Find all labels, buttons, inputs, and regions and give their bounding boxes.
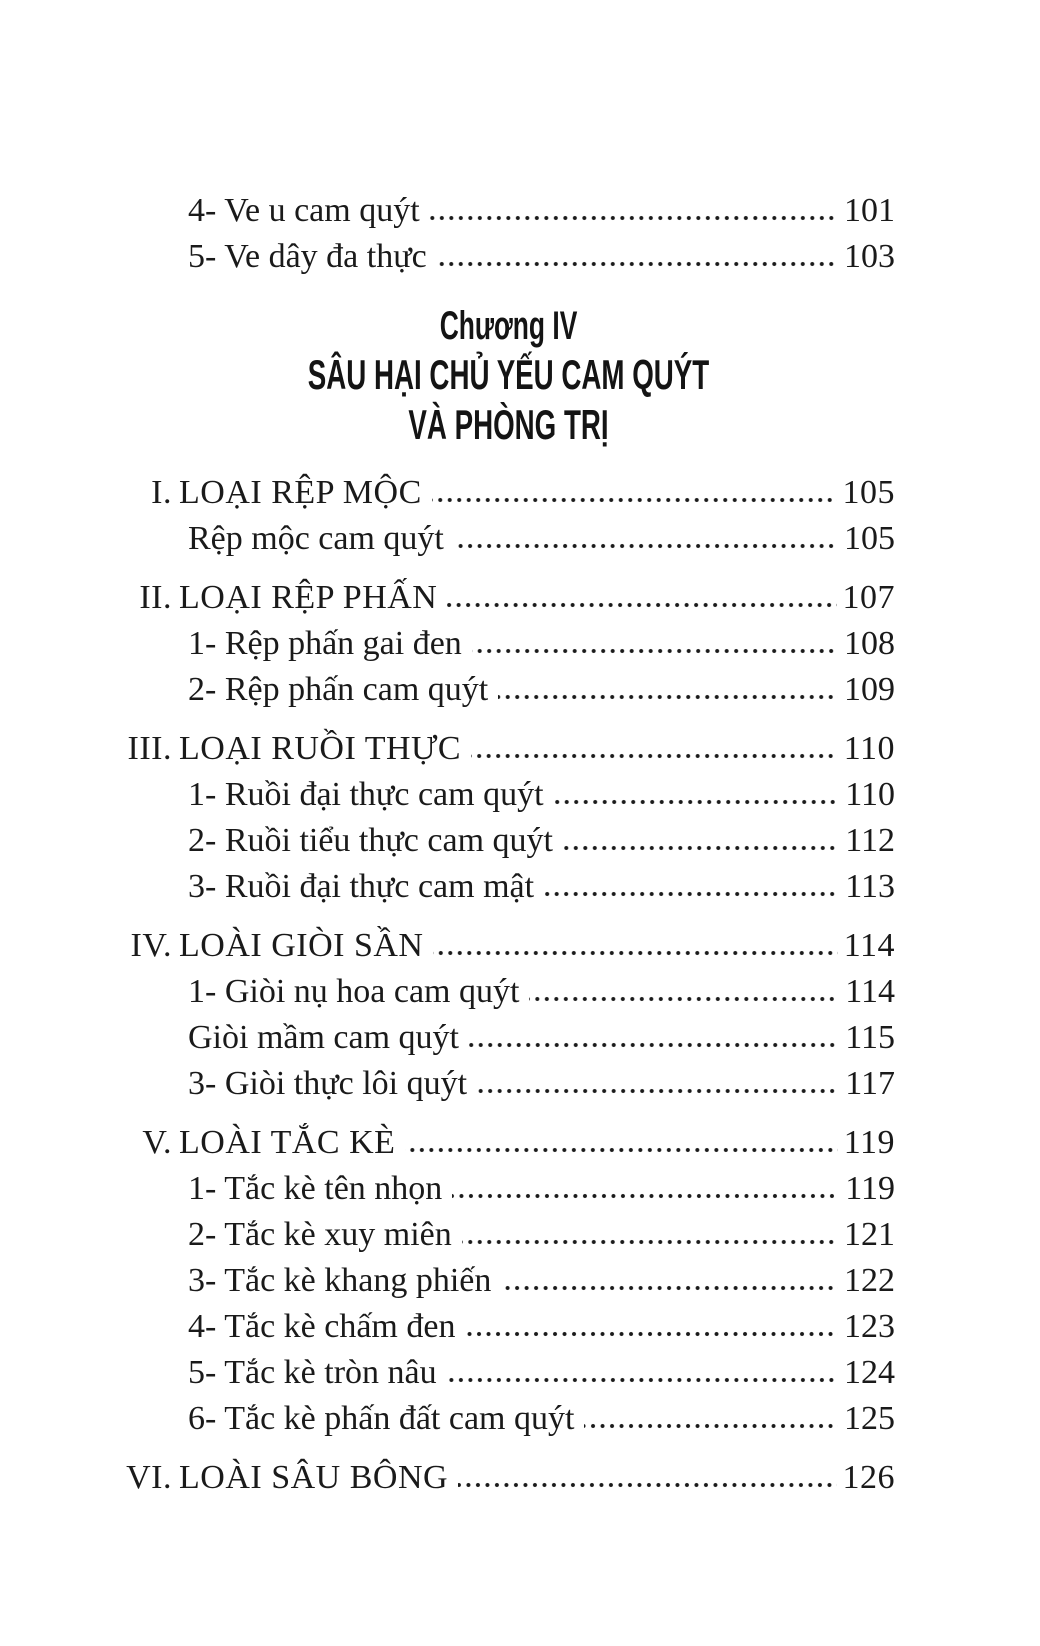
page-number: 107 [842,579,895,616]
dot-leader [529,996,839,1002]
toc-entry-label: 4- Ve u cam quýt [188,192,420,229]
dot-leader [433,950,837,956]
toc-list [122,470,895,1501]
page-number: 114 [843,927,895,964]
page-number: 101 [844,192,895,229]
toc-entry-label: 6- Tắc kè phấn đất cam quýt [188,1400,575,1437]
toc-entry-row [122,772,895,818]
dot-leader [458,1482,836,1488]
toc-entry-label: 1- Ruồi đại thực cam quýt [188,776,544,813]
toc-entry-row [122,1061,895,1107]
toc-entry-row [122,818,895,864]
dot-leader [462,1239,838,1245]
chapter-title-line1 [122,350,895,400]
page-number: 121 [844,1216,895,1253]
toc-section-row [122,923,895,969]
section-numeral: I. [151,474,172,511]
toc-entry-label: 2- Ruồi tiểu thực cam quýt [188,822,553,859]
page-number: 110 [843,730,895,767]
toc-entry-label: 2- Rệp phấn cam quýt [188,671,489,708]
page-number: 113 [845,868,895,905]
page-number: 105 [844,520,895,557]
toc-section-row [122,575,895,621]
dot-leader [477,1088,839,1094]
page-number: 125 [844,1400,895,1437]
toc-section-row [122,726,895,772]
page-number: 105 [842,474,895,511]
section-numeral: VI. [126,1459,172,1496]
chapter-title-line2 [122,400,895,450]
page-number: 112 [845,822,895,859]
toc-entry-row [122,864,895,910]
toc-entry-label: LOÀI GIÒI SẦN [179,927,424,964]
dot-leader [454,543,838,549]
toc-section-row [122,1120,895,1166]
dot-leader [447,1377,838,1383]
dot-leader [430,215,838,221]
dot-leader [437,261,838,267]
dot-leader [501,1285,838,1291]
toc-entry-label: 5- Tắc kè tròn nâu [188,1354,437,1391]
toc-entry-label: 3- Tắc kè khang phiến [188,1262,492,1299]
toc-entry-label: Rệp mộc cam quýt [188,520,444,557]
dot-leader [469,1042,839,1048]
page-number: 117 [845,1065,895,1102]
toc-entry-label: 1- Rệp phấn gai đen [188,625,462,662]
dot-leader [447,602,836,608]
toc-entry-row [122,1212,895,1258]
toc-content [122,188,895,1501]
dot-leader [472,648,838,654]
chapter-title-line2-text: VÀ PHÒNG TRỊ [408,401,609,448]
toc-entry-row [122,1166,895,1212]
toc-entry-label: LOÀI TẮC KÈ [179,1124,396,1161]
toc-entry-row [122,1350,895,1396]
toc-entry-label: 5- Ve dây đa thực [188,238,427,275]
toc-section-row [122,1455,895,1501]
page-number: 110 [845,776,895,813]
toc-entry-row [122,1304,895,1350]
page-number: 103 [844,238,895,275]
page-number: 109 [844,671,895,708]
page-number: 108 [844,625,895,662]
toc-entry-label: 4- Tắc kè chấm đen [188,1308,456,1345]
toc-entry-row [122,969,895,1015]
chapter-kicker [122,302,895,350]
toc-entry-row [122,667,895,713]
page-number: 126 [842,1459,895,1496]
toc-entry-row [122,1258,895,1304]
page-number: 119 [845,1170,895,1207]
toc-entry-row [122,1015,895,1061]
dot-leader [498,694,838,700]
page-number: 119 [843,1124,895,1161]
page-number: 124 [844,1354,895,1391]
chapter-kicker-text: Chương IV [439,304,578,348]
section-numeral: IV. [130,927,172,964]
toc-entry-label: 1- Tắc kè tên nhọn [188,1170,443,1207]
dot-leader [544,891,839,897]
toc-entry-row [122,234,895,280]
dot-leader [432,497,837,503]
dot-leader [405,1147,837,1153]
toc-entry-label: LOẠI RUỒI THỰC [179,730,462,767]
toc-entry-label: 3- Ruồi đại thực cam mật [188,868,535,905]
dot-leader [584,1423,838,1429]
chapter-title-line1-text: SÂU HẠI CHỦ YẾU CAM QUÝT [307,351,710,398]
toc-section-row [122,470,895,516]
toc-entry-row [122,621,895,667]
page-number: 115 [845,1019,895,1056]
toc-entry-label: LOÀI SÂU BÔNG [179,1459,449,1496]
toc-entry-label: LOẠI RỆP MỘC [179,474,422,511]
toc-entry-label: 1- Giòi nụ hoa cam quýt [188,973,520,1010]
dot-leader [563,845,839,851]
dot-leader [465,1331,838,1337]
toc-entry-label: LOẠI RỆP PHẤN [179,579,438,616]
dot-leader [554,799,840,805]
toc-entry-label: Giòi mầm cam quýt [188,1019,460,1056]
section-numeral: II. [139,579,172,616]
toc-entry-row [122,516,895,562]
toc-entry-row [122,188,895,234]
page-number: 114 [845,973,895,1010]
toc-continuation [122,188,895,280]
toc-entry-label: 3- Giòi thực lôi quýt [188,1065,468,1102]
toc-entry-label: 2- Tắc kè xuy miên [188,1216,452,1253]
page-number: 123 [844,1308,895,1345]
toc-entry-row [122,1396,895,1442]
dot-leader [471,753,838,759]
section-numeral: V. [142,1124,172,1161]
page-number: 122 [844,1262,895,1299]
section-numeral: III. [127,730,172,767]
chapter-heading [122,302,895,450]
dot-leader [452,1193,839,1199]
